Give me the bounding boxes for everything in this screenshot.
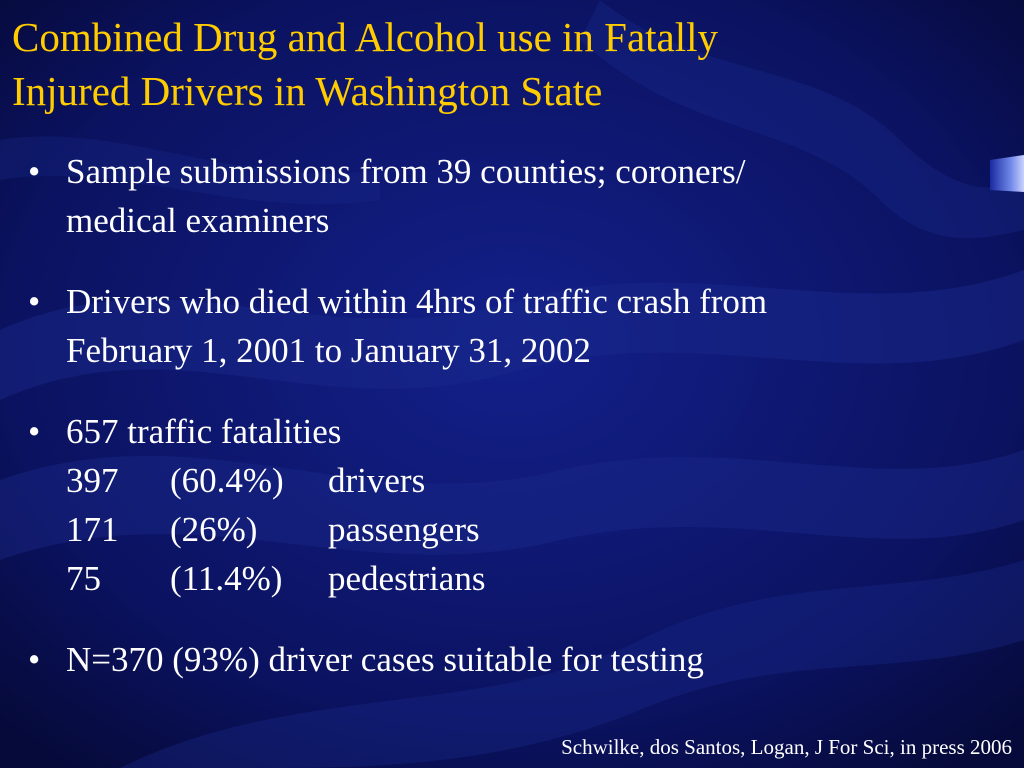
bullet-list: [28, 147, 1018, 716]
stat-label: passengers: [328, 510, 480, 549]
stat-label: pedestrians: [328, 559, 486, 598]
slide-title: [12, 10, 1012, 118]
bullet-text: [66, 407, 1018, 603]
stat-count: 397: [66, 461, 119, 500]
citation: Schwilke, dos Santos, Logan, J For Sci, in press 2006: [561, 735, 1012, 759]
bullet-text: [66, 277, 1018, 375]
bullet-line: N=370 (93%) driver cases suitable for testing: [66, 640, 704, 679]
bullet-marker: •: [28, 412, 41, 451]
bullet-line: Drivers who died within 4hrs of traffic crash from: [66, 282, 768, 321]
bullet-line: 657 traffic fatalities: [66, 412, 342, 451]
bullet-line: February 1, 2001 to January 31, 2002: [66, 331, 591, 370]
bullet-text: [66, 635, 1018, 684]
stat-count: 171: [66, 510, 119, 549]
bullet-text: [66, 147, 1018, 245]
title-line-1: Combined Drug and Alcohol use in Fatally: [12, 14, 719, 60]
stat-percent: (26%): [170, 510, 258, 549]
bullet-marker: •: [28, 640, 41, 679]
stat-row-passengers: [66, 505, 1018, 554]
bullet-drivers-died: [28, 277, 1018, 375]
bullet-line: medical examiners: [66, 201, 330, 240]
bullet-marker: •: [28, 282, 41, 321]
bullet-cases-suitable: [28, 635, 1018, 684]
stat-row-drivers: [66, 456, 1018, 505]
bullet-marker: •: [28, 152, 41, 191]
bullet-sample-submissions: [28, 147, 1018, 245]
stat-label: drivers: [328, 461, 426, 500]
bullet-line: Sample submissions from 39 counties; coroners/: [66, 152, 746, 191]
stat-percent: (11.4%): [170, 559, 283, 598]
bullet-traffic-fatalities: [28, 407, 1018, 603]
stat-count: 75: [66, 559, 101, 598]
title-line-2: Injured Drivers in Washington State: [12, 68, 603, 114]
stat-percent: (60.4%): [170, 461, 284, 500]
stat-row-pedestrians: [66, 554, 1018, 603]
